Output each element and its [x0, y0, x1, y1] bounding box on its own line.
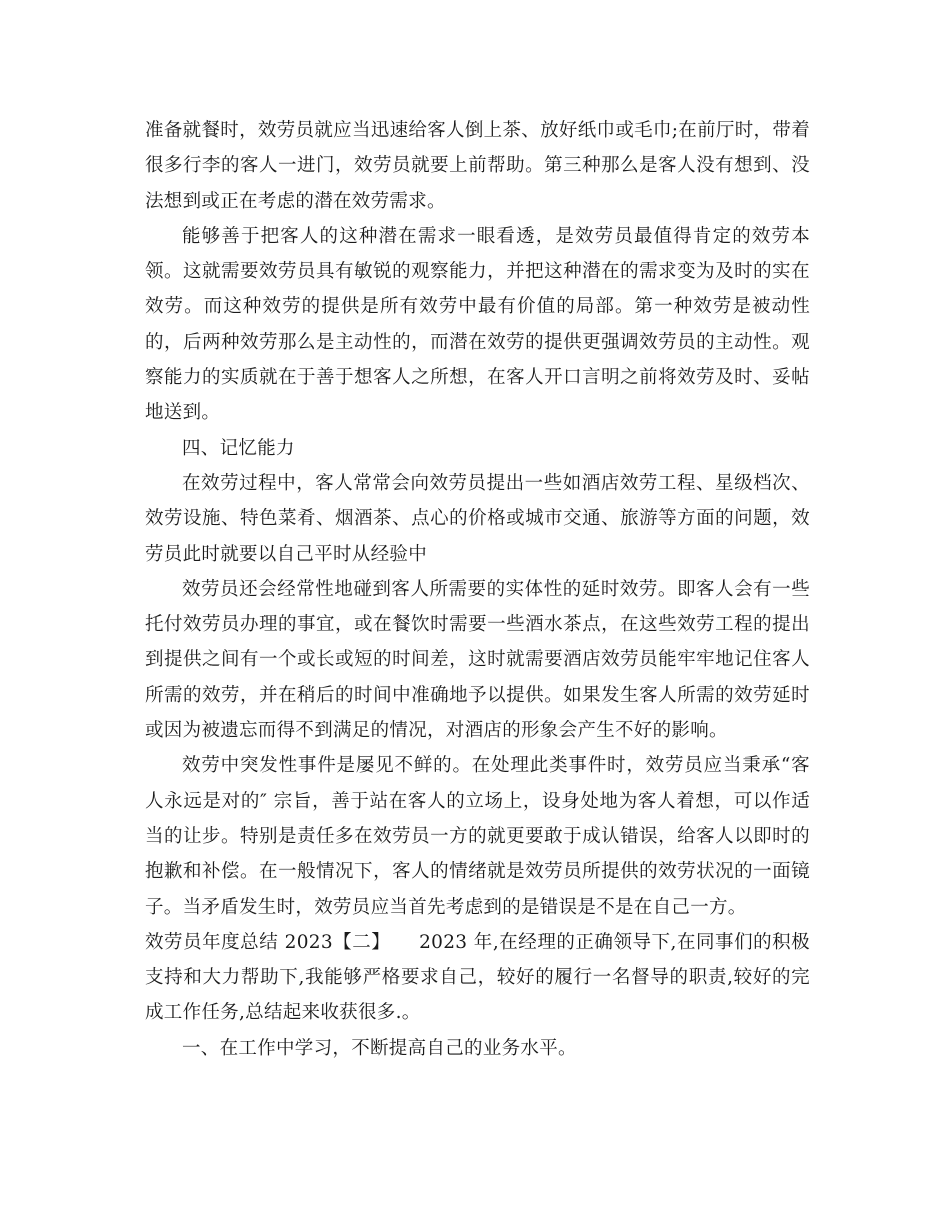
- paragraph-5: 效劳中突发性事件是屡见不鲜的。在处理此类事件时，效劳员应当秉承“客人永远是对的″ 宗旨，善于站在客人的立场上，设身处地为客人着想，可以作适当的让步。特别是责任多在效劳员一方的就更要敢于成认错误，给客人以即时的抱歉和补偿。在一般情况下，客人的情绪就是效劳员所提供的效劳状况的一面镜子。当矛盾发生时，效劳员应当首先考虑到的是错误是不是在自己一方。: [145, 755, 810, 918]
- section-heading-memory: 四、记忆能力: [182, 437, 295, 459]
- paragraph-1: 准备就餐时，效劳员就应当迅速给客人倒上茶、放好纸巾或毛巾;在前厅时，带着很多行李的客人一进门，效劳员就要上前帮助。第三种那么是客人没有想到、没法想到或正在考虑的潜在效劳需求。: [145, 120, 810, 212]
- section-heading-learning: 一、在工作中学习，不断提高自己的业务水平。: [182, 1037, 577, 1059]
- paragraph-6-annual-summary: 效劳员年度总结 2023【二】 2023 年,在经理的正确领导下,在同事们的积极支持和大力帮助下,我能够严格要求自己，较好的履行一名督导的职责,较好的完成工作任务,总结起来收获很多.。: [145, 931, 810, 1024]
- document-body: [145, 113, 810, 1066]
- paragraph-2: 能够善于把客人的这种潜在需求一眼看透，是效劳员最值得肯定的效劳本领。这就需要效劳员具有敏锐的观察能力，并把这种潜在的需求变为及时的实在效劳。而这种效劳的提供是所有效劳中最有价值的局部。第一种效劳是被动性的，后两种效劳那么是主动性的，而潜在效劳的提供更强调效劳员的主动性。观察能力的实质就在于善于想客人之所想，在客人开口言明之前将效劳及时、妥帖地送到。: [145, 225, 810, 424]
- paragraph-4: 效劳员还会经常性地碰到客人所需要的实体性的延时效劳。即客人会有一些托付效劳员办理的事宜，或在餐饮时需要一些酒水茶点，在这些效劳工程的提出到提供之间有一个或长或短的时间差，这时就需要酒店效劳员能牢牢地记住客人所需的效劳，并在稍后的时间中准确地予以提供。如果发生客人所需的效劳延时或因为被遗忘而得不到满足的情况，对酒店的形象会产生不好的影响。: [145, 578, 810, 742]
- paragraph-3: 在效劳过程中，客人常常会向效劳员提出一些如酒店效劳工程、星级档次、效劳设施、特色菜肴、烟酒茶、点心的价格或城市交通、旅游等方面的问题，效劳员此时就要以自己平时从经验中: [145, 472, 810, 565]
